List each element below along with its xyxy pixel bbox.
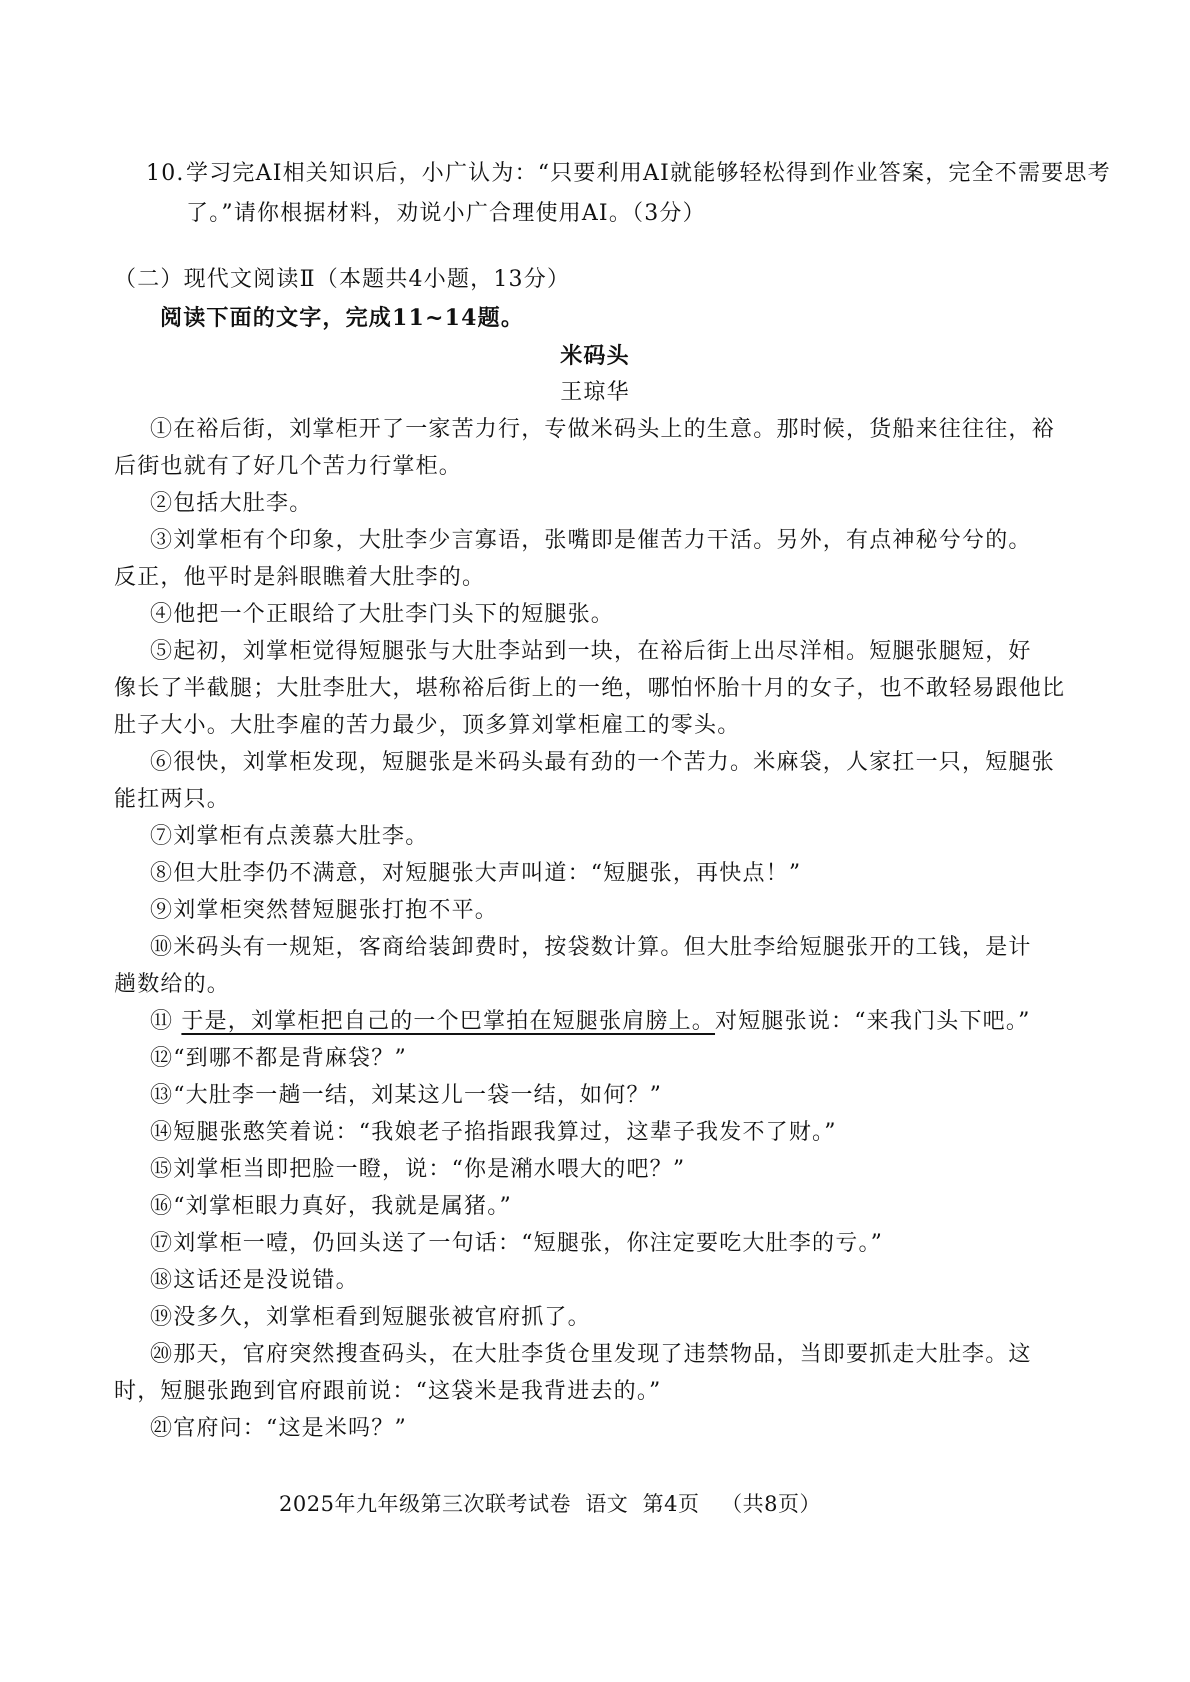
paragraph-13: ⑬“大肚李一趟一结，刘某这儿一袋一结，如何？” <box>150 1083 663 1108</box>
footer-exam-name: 2025年九年级第三次联考试卷 <box>279 1492 571 1516</box>
question-number: 10. <box>146 161 185 186</box>
paragraph-18: ⑱这话还是没说错。 <box>150 1268 359 1293</box>
paragraph-7: ⑦刘掌柜有点羡慕大肚李。 <box>150 824 429 849</box>
reading-instruction: 阅读下面的文字，完成11~14题。 <box>160 305 525 331</box>
question-10-line-1: 10.学习完AI相关知识后，小广认为：“只要利用AI就能够轻松得到作业答案，完全不需要思考 <box>146 158 1111 190</box>
paragraph-15: ⑮刘掌柜当即把脸一瞪，说：“你是潲水喂大的吧？” <box>150 1157 686 1182</box>
paragraph-21: ㉑官府问：“这是米吗？” <box>150 1416 407 1441</box>
paragraph-3-line-2: 反正，他平时是斜眼瞧着大肚李的。 <box>114 565 486 590</box>
article-author: 王琼华 <box>560 380 630 405</box>
paragraph-3-line-1: ③刘掌柜有个印象，大肚李少言寡语，张嘴即是催苦力干活。另外，有点神秘兮兮的。 <box>150 528 1032 553</box>
paragraph-10-line-1: ⑩米码头有一规矩，客商给装卸费时，按袋数计算。但大肚李给短腿张开的工钱，是计 <box>150 935 1032 960</box>
underlined-sentence: 于是，刘掌柜把自己的一个巴掌拍在短腿张肩膀上。 <box>181 1009 716 1034</box>
paragraph-14: ⑭短腿张憨笑着说：“我娘老子掐指跟我算过，这辈子我发不了财。” <box>150 1120 837 1145</box>
paragraph-10-line-2: 趟数给的。 <box>114 972 231 997</box>
paragraph-5-line-1: ⑤起初，刘掌柜觉得短腿张与大肚李站到一块，在裕后街上出尽洋相。短腿张腿短，好 <box>150 639 1032 664</box>
paragraph-2: ②包括大肚李。 <box>150 491 313 516</box>
article-title: 米码头 <box>560 343 630 369</box>
paragraph-5-line-2: 像长了半截腿；大肚李肚大，堪称裕后街上的一绝，哪怕怀胎十月的女子，也不敢轻易跟他比 <box>114 676 1066 701</box>
page-footer <box>279 1488 821 1520</box>
paragraph-1-line-2: 后街也就有了好几个苦力行掌柜。 <box>114 454 463 479</box>
paragraph-12: ⑫“到哪不都是背麻袋？” <box>150 1046 407 1071</box>
paragraph-17: ⑰刘掌柜一噎，仍回头送了一句话：“短腿张，你注定要吃大肚李的亏。” <box>150 1231 884 1256</box>
paragraph-6-line-2: 能扛两只。 <box>114 787 231 812</box>
footer-subject: 语文 <box>585 1492 629 1516</box>
paragraph-8: ⑧但大肚李仍不满意，对短腿张大声叫道：“短腿张，再快点！” <box>150 861 802 886</box>
paragraph-20-line-2: 时，短腿张跑到官府跟前说：“这袋米是我背进去的。” <box>114 1379 662 1404</box>
section-heading: （二）现代文阅读Ⅱ（本题共4小题，13分） <box>114 267 571 292</box>
paragraph-19: ⑲没多久，刘掌柜看到短腿张被官府抓了。 <box>150 1305 591 1330</box>
paragraph-11: ⑪ 于是，刘掌柜把自己的一个巴掌拍在短腿张肩膀上。对短腿张说：“来我门头下吧。” <box>150 1009 1031 1034</box>
paragraph-6-line-1: ⑥很快，刘掌柜发现，短腿张是米码头最有劲的一个苦力。米麻袋，人家扛一只，短腿张 <box>150 750 1055 775</box>
paragraph-5-line-3: 肚子大小。大肚李雇的苦力最少，顶多算刘掌柜雇工的零头。 <box>114 713 741 738</box>
question-10-line-2: 了。”请你根据材料，劝说小广合理使用AI。（3分） <box>186 201 706 226</box>
paragraph-4: ④他把一个正眼给了大肚李门头下的短腿张。 <box>150 602 615 627</box>
paragraph-1-line-1: ①在裕后街，刘掌柜开了一家苦力行，专做米码头上的生意。那时候，货船来往往往，裕 <box>150 417 1055 442</box>
footer-page-number: 第4页 <box>642 1492 700 1516</box>
footer-total-pages: （共8页） <box>721 1492 821 1516</box>
paragraph-9: ⑨刘掌柜突然替短腿张打抱不平。 <box>150 898 499 923</box>
paragraph-20-line-1: ⑳那天，官府突然搜查码头，在大肚李货仓里发现了违禁物品，当即要抓走大肚李。这 <box>150 1342 1032 1367</box>
paragraph-16: ⑯“刘掌柜眼力真好，我就是属猪。” <box>150 1194 512 1219</box>
paragraph-11-number: ⑪ <box>150 1009 174 1034</box>
